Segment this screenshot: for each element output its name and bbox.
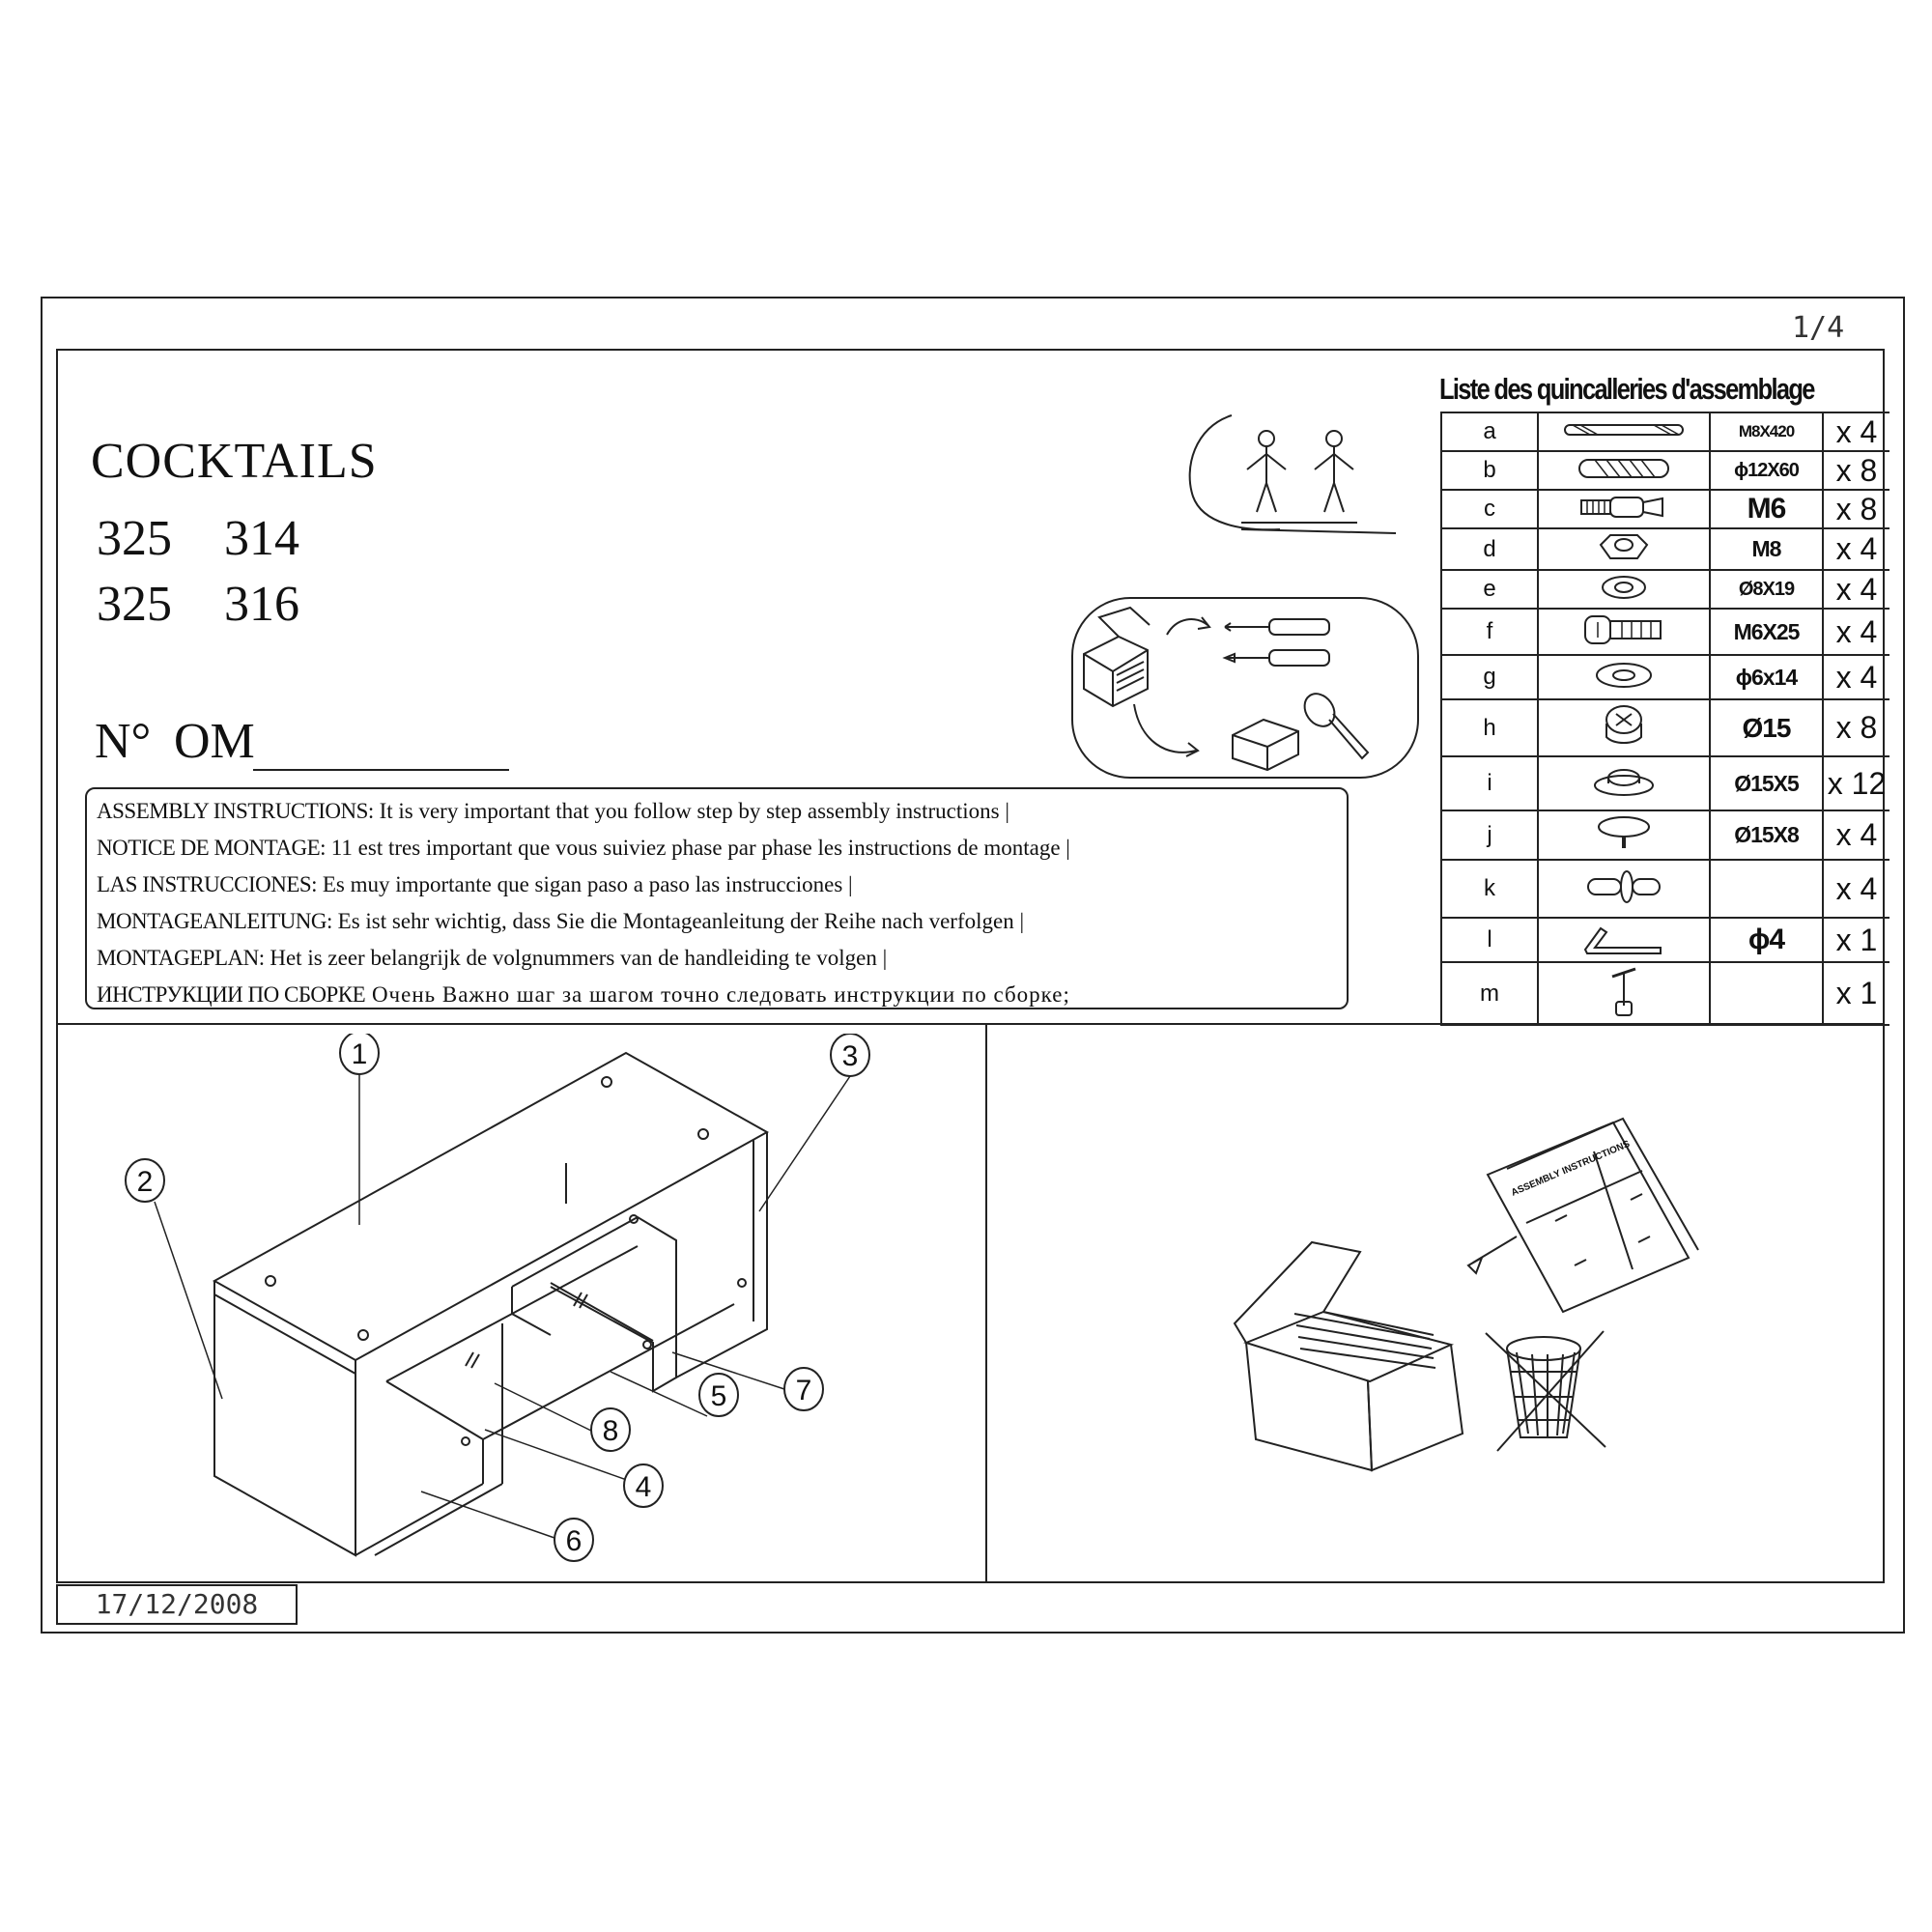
shelf-support-icon bbox=[1538, 860, 1710, 918]
connector-bolt-icon bbox=[1538, 490, 1710, 528]
hardware-letter: d bbox=[1441, 528, 1538, 570]
hardware-letter: f bbox=[1441, 609, 1538, 655]
long-bolt-icon bbox=[1538, 412, 1710, 451]
instruction-lead: NOTICE DE MONTAGE: bbox=[97, 836, 327, 860]
order-no-label: N° bbox=[95, 714, 152, 769]
instruction-line-es bbox=[97, 867, 1347, 903]
hardware-qty: x 8 bbox=[1823, 490, 1889, 528]
two-person-assembly-icon bbox=[1183, 410, 1398, 539]
instruction-lead: ИНСТРУКЦИИ ПО СБОРКЕ bbox=[97, 982, 366, 1007]
hardware-letter: k bbox=[1441, 860, 1538, 918]
hardware-size: Ø15X5 bbox=[1710, 756, 1823, 810]
hardware-qty: x 4 bbox=[1823, 412, 1889, 451]
callout-3: 3 bbox=[841, 1040, 859, 1072]
instruction-lead: ASSEMBLY INSTRUCTIONS: bbox=[97, 799, 374, 823]
hardware-letter: e bbox=[1441, 570, 1538, 609]
instruction-line-ru bbox=[97, 977, 1347, 1013]
hardware-qty: x 4 bbox=[1823, 570, 1889, 609]
t-handle-tool-icon bbox=[1538, 962, 1710, 1025]
cabinet-drawing bbox=[214, 1053, 767, 1555]
page-number: 1/4 bbox=[1792, 311, 1845, 345]
hardware-qty: x 4 bbox=[1823, 810, 1889, 860]
order-number-line bbox=[253, 769, 509, 771]
product-ref-1a: 325 bbox=[97, 511, 172, 566]
hardware-row bbox=[1441, 655, 1889, 699]
instruction-line-en bbox=[97, 793, 1347, 830]
wastebasket-crossed-icon bbox=[1486, 1331, 1605, 1451]
tools-required-icon bbox=[1070, 596, 1420, 780]
hardware-size: M8 bbox=[1710, 528, 1823, 570]
instruction-text: Es ist sehr wichtig, dass Sie die Montageanleitung der Reihe nach verfolgen | bbox=[331, 909, 1025, 933]
hardware-qty: x 8 bbox=[1823, 451, 1889, 490]
hardware-row bbox=[1441, 451, 1889, 490]
hardware-size: ϕ6x14 bbox=[1710, 655, 1823, 699]
cover-cap-icon bbox=[1538, 756, 1710, 810]
hardware-row bbox=[1441, 412, 1889, 451]
wood-dowel-icon bbox=[1538, 451, 1710, 490]
hardware-size: ϕ12X60 bbox=[1710, 451, 1823, 490]
hardware-letter: a bbox=[1441, 412, 1538, 451]
order-om-label: OM bbox=[174, 714, 255, 769]
hardware-size: M6 bbox=[1710, 490, 1823, 528]
hardware-row bbox=[1441, 528, 1889, 570]
instruction-sheet-icon bbox=[1468, 1119, 1698, 1312]
glide-foot-icon bbox=[1538, 810, 1710, 860]
callout-4: 4 bbox=[635, 1471, 652, 1503]
instruction-line-nl bbox=[97, 940, 1347, 977]
callout-circles bbox=[126, 1034, 869, 1561]
callout-1: 1 bbox=[351, 1038, 368, 1070]
instruction-lead: MONTAGEANLEITUNG: bbox=[97, 909, 332, 933]
callout-8: 8 bbox=[602, 1415, 619, 1447]
document-date: 17/12/2008 bbox=[56, 1584, 298, 1625]
hardware-size: M8X420 bbox=[1710, 412, 1823, 451]
hardware-row bbox=[1441, 609, 1889, 655]
hardware-size: M6X25 bbox=[1710, 609, 1823, 655]
hardware-letter: m bbox=[1441, 962, 1538, 1025]
instruction-lead: LAS INSTRUCCIONES: bbox=[97, 872, 318, 896]
packaging-diagram bbox=[1227, 1111, 1729, 1478]
instruction-line-de bbox=[97, 903, 1347, 940]
allen-key-icon bbox=[1538, 918, 1710, 962]
hex-nut-icon bbox=[1538, 528, 1710, 570]
box-drawing bbox=[1235, 1242, 1463, 1470]
sheet-label: ASSEMBLY INSTRUCTIONS bbox=[1509, 1138, 1632, 1199]
threaded-insert-icon bbox=[1538, 609, 1710, 655]
hardware-list-title: Liste des quincalleries d'assemblage bbox=[1439, 372, 1814, 406]
hardware-letter: h bbox=[1441, 699, 1538, 756]
instruction-text: It is very important that you follow step by step assembly instructions | bbox=[373, 799, 1009, 823]
hardware-qty: x 4 bbox=[1823, 609, 1889, 655]
hardware-row bbox=[1441, 918, 1889, 962]
hardware-qty: x 4 bbox=[1823, 860, 1889, 918]
callout-5: 5 bbox=[710, 1380, 727, 1412]
instruction-line-fr bbox=[97, 830, 1347, 867]
hardware-qty: x 4 bbox=[1823, 528, 1889, 570]
hardware-size: Ø8X19 bbox=[1710, 570, 1823, 609]
instructions-box bbox=[85, 787, 1349, 1009]
instruction-lead: MONTAGEPLAN: bbox=[97, 946, 265, 970]
section-divider-vertical bbox=[985, 1023, 987, 1583]
hardware-letter: g bbox=[1441, 655, 1538, 699]
product-title: COCKTAILS bbox=[91, 434, 378, 489]
instruction-text: Het is zeer belangrijk de volgnummers van de handleiding te volgen | bbox=[264, 946, 888, 970]
hardware-letter: c bbox=[1441, 490, 1538, 528]
hardware-size bbox=[1710, 860, 1823, 918]
panel-holes bbox=[266, 1077, 746, 1445]
callout-7: 7 bbox=[795, 1375, 812, 1406]
hardware-letter: b bbox=[1441, 451, 1538, 490]
hardware-qty: x 8 bbox=[1823, 699, 1889, 756]
cam-lock-icon bbox=[1538, 699, 1710, 756]
product-ref-2a: 325 bbox=[97, 577, 172, 632]
flat-washer-icon bbox=[1538, 655, 1710, 699]
hardware-qty: x 1 bbox=[1823, 918, 1889, 962]
hardware-size: Ø15 bbox=[1710, 699, 1823, 756]
instruction-text: Очень Важно шаг за шагом точно следовать инструкции по сборке; bbox=[365, 982, 1070, 1007]
callout-6: 6 bbox=[565, 1525, 582, 1557]
hardware-size bbox=[1710, 962, 1823, 1025]
hardware-table bbox=[1440, 412, 1889, 1026]
hardware-row bbox=[1441, 810, 1889, 860]
hardware-row bbox=[1441, 570, 1889, 609]
hardware-size: ϕ4 bbox=[1710, 918, 1823, 962]
instruction-text: 11 est tres important que vous suiviez phase par phase les instructions de montage | bbox=[326, 836, 1070, 860]
callout-2: 2 bbox=[136, 1166, 154, 1198]
product-ref-1b: 314 bbox=[224, 511, 299, 566]
hardware-row bbox=[1441, 860, 1889, 918]
instruction-text: Es muy importante que sigan paso a paso las instrucciones | bbox=[317, 872, 853, 896]
hardware-row bbox=[1441, 490, 1889, 528]
hardware-letter: l bbox=[1441, 918, 1538, 962]
section-divider-horizontal bbox=[56, 1023, 1885, 1025]
hardware-size: Ø15X8 bbox=[1710, 810, 1823, 860]
product-ref-2b: 316 bbox=[224, 577, 299, 632]
hardware-row bbox=[1441, 962, 1889, 1025]
cabinet-diagram bbox=[97, 1034, 966, 1575]
hardware-qty: x 12 bbox=[1823, 756, 1889, 810]
hardware-row bbox=[1441, 756, 1889, 810]
hardware-qty: x 1 bbox=[1823, 962, 1889, 1025]
hardware-qty: x 4 bbox=[1823, 655, 1889, 699]
hardware-letter: j bbox=[1441, 810, 1538, 860]
hardware-row bbox=[1441, 699, 1889, 756]
hardware-letter: i bbox=[1441, 756, 1538, 810]
washer-icon bbox=[1538, 570, 1710, 609]
